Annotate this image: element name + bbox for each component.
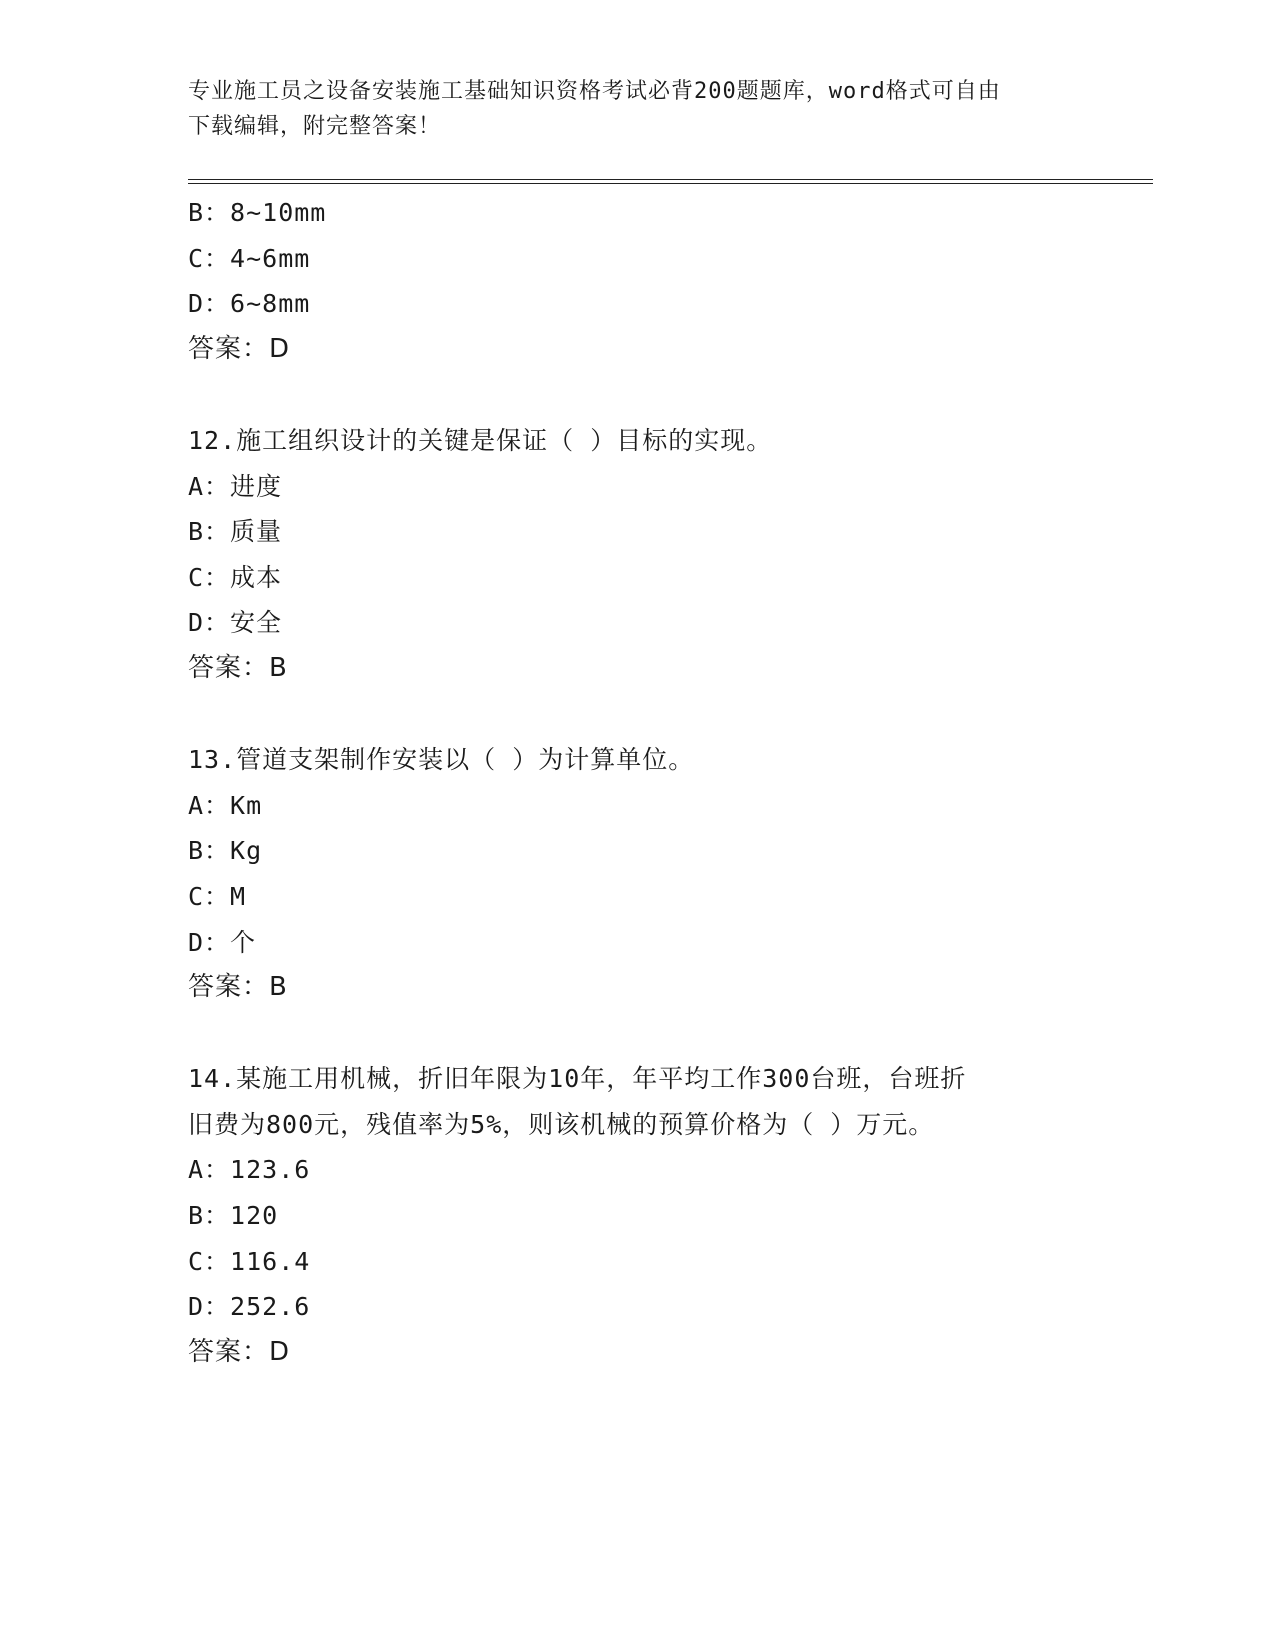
option-c: C：成本	[188, 562, 283, 592]
header-line-2: 下载编辑，附完整答案！	[188, 114, 442, 139]
option-a: A：Km	[188, 790, 263, 820]
question-content	[188, 190, 1068, 1375]
question-14	[188, 1056, 1068, 1375]
option-b: B：120	[188, 1201, 279, 1231]
answer-line: 答案：B	[188, 652, 288, 683]
header-divider-top	[188, 179, 1153, 180]
question-text-line-2: 旧费为800元，残值率为5%，则该机械的预算价格为（ ）万元。	[188, 1109, 935, 1139]
answer-line: 答案：D	[188, 1336, 291, 1367]
question-text-line-1: 14.某施工用机械，折旧年限为10年，年平均工作300台班，台班折	[188, 1064, 967, 1094]
option-a: A：进度	[188, 471, 283, 501]
document-header	[188, 74, 1068, 144]
option-d: D：安全	[188, 608, 283, 638]
header-divider-bottom	[188, 183, 1153, 184]
question-12	[188, 418, 1068, 692]
header-line-1: 专业施工员之设备安装施工基础知识资格考试必背200题题库，word格式可自由	[188, 79, 1001, 104]
question-text: 13.管道支架制作安装以（ ）为计算单位。	[188, 745, 695, 775]
option-b: B：8~10mm	[188, 198, 327, 227]
option-d: D：252.6	[188, 1292, 311, 1322]
option-d: D：6~8mm	[188, 289, 311, 319]
answer-line: 答案：D	[188, 333, 291, 364]
question-11-continuation	[188, 190, 1068, 372]
question-text: 12.施工组织设计的关键是保证（ ）目标的实现。	[188, 425, 773, 455]
answer-line: 答案：B	[188, 972, 288, 1003]
spacer	[188, 692, 1068, 738]
option-d: D：个	[188, 927, 257, 957]
spacer	[188, 372, 1068, 418]
option-c: C：4~6mm	[188, 243, 311, 273]
question-13	[188, 737, 1068, 1011]
option-c: C：M	[188, 881, 247, 911]
option-a: A：123.6	[188, 1155, 311, 1185]
option-b: B：质量	[188, 517, 283, 547]
spacer	[188, 1011, 1068, 1057]
option-c: C：116.4	[188, 1246, 311, 1276]
option-b: B：Kg	[188, 836, 263, 866]
